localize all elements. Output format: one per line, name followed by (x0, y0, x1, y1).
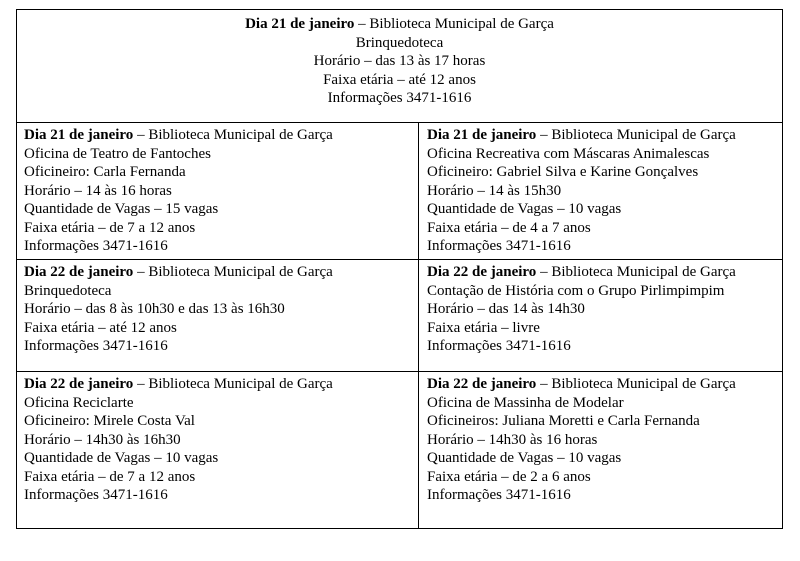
event-line: Informações 3471-1616 (427, 238, 571, 254)
event-line: Faixa etária – de 7 a 12 anos (24, 219, 196, 236)
table-row (17, 260, 782, 372)
event-line: Oficina de Massinha de Modelar (427, 394, 624, 411)
event-cell (17, 260, 419, 371)
table-row (17, 123, 782, 260)
event-line: Quantidade de Vagas – 10 vagas (24, 450, 219, 466)
event-date: Dia 21 de janeiro (427, 127, 537, 143)
event-date: Dia 22 de janeiro (24, 264, 134, 280)
event-line: Quantidade de Vagas – 10 vagas (427, 450, 622, 466)
event-line: Horário – 14 às 16 horas (24, 182, 172, 199)
event-line: Oficina Recreativa com Máscaras Animalescas (427, 145, 710, 162)
event-line: Oficineiro: Mirele Costa Val (24, 413, 195, 429)
header-line: Horário – das 13 às 17 horas (313, 53, 486, 69)
event-title-line (24, 126, 414, 145)
event-place: – Biblioteca Municipal de Garça (133, 127, 333, 143)
event-line: Horário – 14h30 às 16 horas (427, 431, 598, 448)
event-line: Informações 3471-1616 (427, 338, 571, 354)
event-cell (17, 372, 419, 528)
event-line: Oficineiros: Juliana Moretti e Carla Fernanda (427, 413, 700, 429)
event-date: Dia 21 de janeiro (24, 127, 134, 143)
event-title-line (24, 263, 414, 282)
event-line: Horário – 14 às 15h30 (427, 182, 562, 199)
event-line: Informações 3471-1616 (24, 487, 168, 503)
event-cell (17, 123, 419, 259)
event-line: Quantidade de Vagas – 15 vagas (24, 201, 219, 217)
event-line: Informações 3471-1616 (24, 238, 168, 254)
event-cell (419, 260, 782, 371)
event-place: – Biblioteca Municipal de Garça (536, 264, 736, 280)
table-row (17, 372, 782, 528)
event-line: Oficina Reciclarte (24, 394, 134, 411)
event-line: Faixa etária – de 2 a 6 anos (427, 468, 591, 485)
header-cell (17, 10, 782, 123)
event-title-line (427, 126, 778, 145)
event-line: Horário – 14h30 às 16h30 (24, 431, 181, 448)
event-title-line (427, 263, 778, 282)
event-line: Oficineiro: Carla Fernanda (24, 164, 186, 180)
event-line: Informações 3471-1616 (427, 487, 571, 503)
event-line: Faixa etária – livre (427, 319, 540, 336)
event-line: Faixa etária – de 7 a 12 anos (24, 468, 196, 485)
event-date: Dia 22 de janeiro (24, 376, 134, 392)
header-line: Brinquedoteca (355, 34, 444, 51)
event-line: Horário – das 8 às 10h30 e das 13 às 16h30 (24, 301, 285, 317)
event-line: Informações 3471-1616 (24, 338, 168, 354)
header-line: Informações 3471-1616 (327, 90, 472, 106)
event-line: Oficina de Teatro de Fantoches (24, 145, 211, 162)
header-title-line (17, 15, 782, 34)
header-place: – Biblioteca Municipal de Garça (354, 16, 554, 32)
header-date: Dia 21 de janeiro (245, 16, 355, 32)
event-line: Contação de História com o Grupo Pirlimpimpim (427, 282, 725, 299)
event-place: – Biblioteca Municipal de Garça (133, 264, 333, 280)
event-title-line (427, 375, 778, 394)
event-title-line (24, 375, 414, 394)
events-table (16, 9, 783, 529)
event-line: Brinquedoteca (24, 282, 112, 299)
event-line: Quantidade de Vagas – 10 vagas (427, 201, 622, 217)
event-place: – Biblioteca Municipal de Garça (536, 376, 736, 392)
event-cell (419, 372, 782, 528)
event-place: – Biblioteca Municipal de Garça (133, 376, 333, 392)
event-cell (419, 123, 782, 259)
event-line: Horário – das 14 às 14h30 (427, 301, 585, 317)
header-line: Faixa etária – até 12 anos (323, 71, 476, 88)
event-date: Dia 22 de janeiro (427, 264, 537, 280)
event-line: Faixa etária – até 12 anos (24, 319, 177, 336)
event-line: Oficineiro: Gabriel Silva e Karine Gonçalves (427, 164, 699, 180)
event-place: – Biblioteca Municipal de Garça (536, 127, 736, 143)
event-line: Faixa etária – de 4 a 7 anos (427, 219, 591, 236)
event-date: Dia 22 de janeiro (427, 376, 537, 392)
